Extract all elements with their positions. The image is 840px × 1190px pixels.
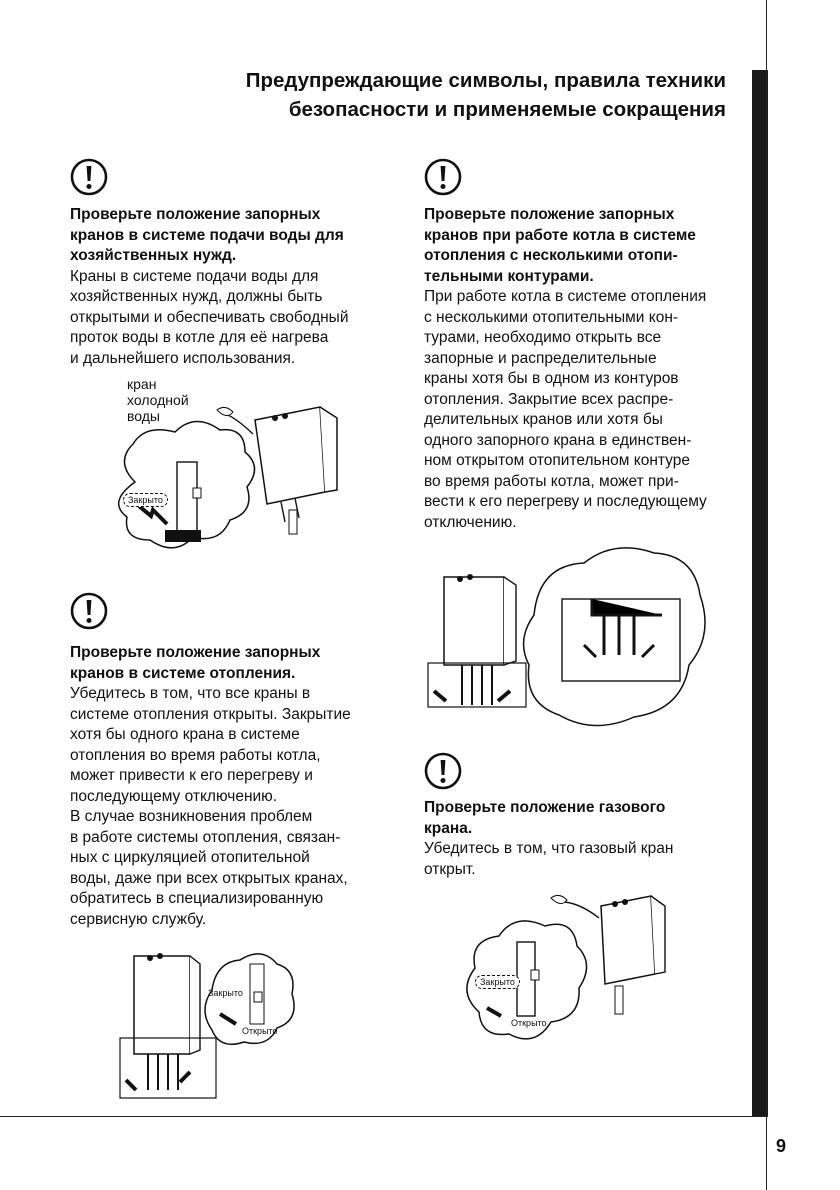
heading-line: кранов в системе подачи воды для xyxy=(70,226,344,244)
body-line: одного запорного крана в единствен- xyxy=(424,431,692,449)
section-heading xyxy=(424,798,716,839)
section-heating xyxy=(70,643,362,930)
warning-icon xyxy=(424,158,462,196)
body-line: ных с циркуляцией отопительной xyxy=(70,849,310,866)
heading-line: Проверьте положение газового xyxy=(424,799,666,816)
boiler-drawing xyxy=(424,535,714,740)
heading-line: крана. xyxy=(424,819,473,837)
page-title xyxy=(246,66,726,124)
warning-icon xyxy=(424,752,462,790)
body-line: открытыми и обеспечивать свободный xyxy=(70,308,349,326)
body-line: отопления. Закрытие всех распре- xyxy=(424,390,674,408)
closed-label: Закрыто xyxy=(208,988,243,998)
heading-line: тельными контурами. xyxy=(424,267,594,285)
closed-label: Закрыто xyxy=(475,975,520,989)
illus-label: воды xyxy=(127,408,160,424)
body-line: и дальнейшего использования. xyxy=(70,349,296,367)
section-multi-circuit xyxy=(424,205,716,533)
body-line: сервисную службу. xyxy=(70,910,207,928)
section-gas xyxy=(424,798,716,880)
illustration-multi-circuit xyxy=(424,535,714,740)
body-line: хозяйственных нужд, должны быть xyxy=(70,288,323,305)
heading-line: Проверьте положение запорных xyxy=(70,206,321,223)
body-line: запорные и распределительные xyxy=(424,349,657,367)
body-line: Убедитесь в том, что газовый кран xyxy=(424,840,674,857)
body-line: отключению. xyxy=(424,513,517,531)
section-heading xyxy=(424,205,716,287)
boiler-drawing xyxy=(112,940,302,1100)
illustration-water-valve xyxy=(105,372,345,572)
body-line: В случае возникновения проблем xyxy=(70,808,313,825)
heading-line: кранов при работе котла в системе xyxy=(424,226,696,244)
open-label: Открыто xyxy=(242,1026,278,1036)
body-line: проток воды в котле для её нагрева xyxy=(70,329,329,346)
body-line: вести к его перегреву и последующему xyxy=(424,493,707,510)
page-title-line: безопасности и применяемые сокращения xyxy=(288,98,726,121)
illustration-heating-valves xyxy=(112,940,302,1100)
warning-icon xyxy=(70,592,108,630)
warning-icon xyxy=(70,158,108,196)
heading-line: отопления с несколькими отопи- xyxy=(424,247,678,264)
illustration-gas-valve xyxy=(455,888,670,1058)
section-heading xyxy=(70,643,362,684)
footer-divider xyxy=(0,1116,768,1117)
section-heading xyxy=(70,205,362,267)
body-line: может привести к его перегреву и xyxy=(70,767,313,784)
body-line: ном открытом отопительном контуре xyxy=(424,452,690,469)
illus-label: кран xyxy=(127,376,157,392)
heading-line: Проверьте положение запорных xyxy=(424,206,675,223)
body-line: хотя бы одного крана в системе xyxy=(70,726,300,743)
body-line: делительных кранов или хотя бы xyxy=(424,411,663,428)
boiler-drawing xyxy=(105,372,345,572)
body-line: краны хотя бы в одном из контуров xyxy=(424,370,679,387)
heading-line: Проверьте положение запорных xyxy=(70,644,321,661)
side-divider xyxy=(766,0,767,1190)
page-title-line: Предупреждающие символы, правила техники xyxy=(245,69,726,92)
body-line: воды, даже при всех открытых кранах, xyxy=(70,869,348,887)
heading-line: кранов в системе отопления. xyxy=(70,664,296,682)
boiler-drawing xyxy=(455,888,670,1058)
body-line: открыт. xyxy=(424,860,476,878)
body-line: отопления во время работы котла, xyxy=(70,746,321,764)
open-label: Открыто xyxy=(511,1018,547,1028)
body-line: системе отопления открыты. Закрытие xyxy=(70,705,351,723)
body-line: во время работы котла, может при- xyxy=(424,472,679,490)
illus-label: холодной xyxy=(127,392,189,408)
body-line: последующему отключению. xyxy=(70,787,278,805)
page-number: 9 xyxy=(776,1136,787,1156)
section-water xyxy=(70,205,362,369)
body-line: Краны в системе подачи воды для xyxy=(70,267,319,285)
body-line: турами, необходимо открыть все xyxy=(424,329,662,346)
body-line: с несколькими отопительными кон- xyxy=(424,308,679,326)
heading-line: хозяйственных нужд. xyxy=(70,247,237,264)
body-line: Убедитесь в том, что все краны в xyxy=(70,685,311,702)
body-line: в работе системы отопления, связан- xyxy=(70,828,341,846)
closed-label: Закрыто xyxy=(123,493,168,507)
body-line: При работе котла в системе отопления xyxy=(424,288,707,305)
body-line: обратитесь в специализированную xyxy=(70,890,324,907)
